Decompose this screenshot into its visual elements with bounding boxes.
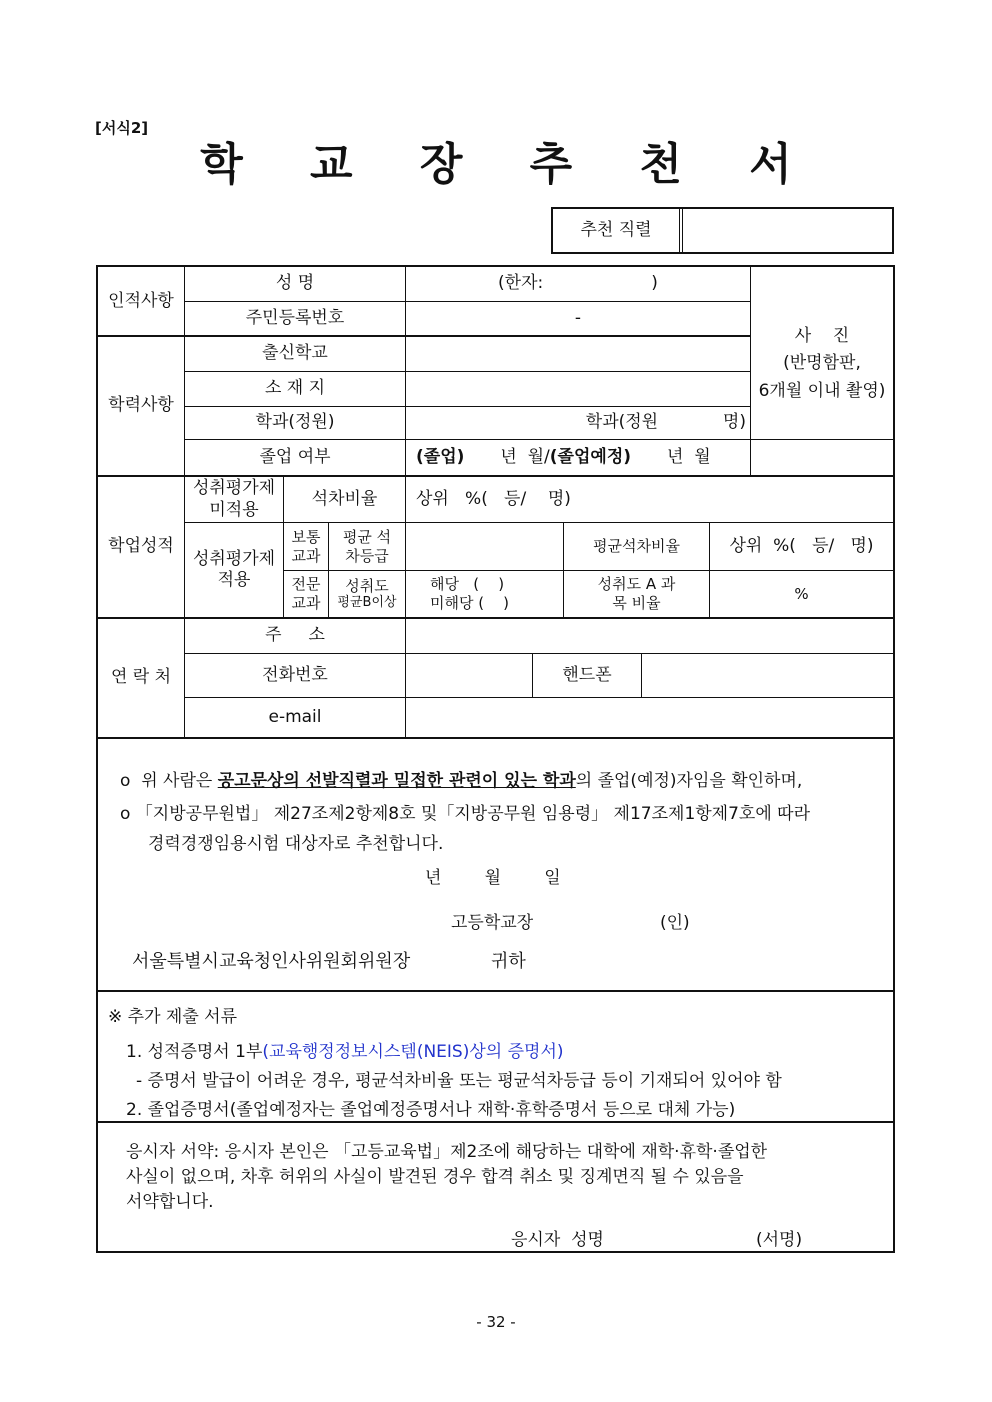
school-field[interactable] (406, 337, 750, 371)
statement-prefix: o 위 사람은 (120, 771, 218, 791)
statement-emphasis: 공고문상의 선발직렬과 밀접한 관련이 있는 학과 (217, 771, 576, 791)
avg-rank-ratio-label: 평균석차비율 (593, 537, 680, 556)
mobile-field[interactable] (642, 654, 893, 697)
statement-line-2: o 「지방공무원법」 제27조제2항제8호 및「지방공무원 임용령」 제17조제1항제7호에 따라 (120, 804, 811, 824)
graduation-field[interactable] (406, 440, 750, 475)
phone-label: 전화번호 (262, 664, 328, 685)
general-subject-label: 보통 교과 (291, 527, 321, 565)
phone-field[interactable] (406, 654, 532, 697)
email-field[interactable] (406, 698, 893, 737)
pledge-line-3: 서약합니다. (126, 1192, 214, 1212)
principal-label: 고등학교장 (451, 913, 534, 933)
doc-item-1-note: (교육행정정보시스템(NEIS)상의 증명서) (262, 1042, 564, 1062)
main-form-table (96, 265, 895, 1253)
education-section-label: 학력사항 (108, 395, 174, 416)
email-label: e-mail (268, 706, 322, 727)
doc-item-2: 2. 졸업증명서(졸업예정자는 졸업예정증명서나 재학·휴학증명서 등으로 대체 가능) (126, 1100, 736, 1120)
additional-docs-title: ※ 추가 제출 서류 (108, 1007, 237, 1027)
statement-suffix: 의 졸업(예정)자임을 확인하며, (575, 771, 803, 791)
doc-item-1-sub: - 증명서 발급이 어려운 경우, 평균석차비율 또는 평균석차등급 등이 기재되어 있어야 함 (136, 1071, 782, 1091)
expected-date: 년 월 (667, 446, 711, 467)
recommended-position-field[interactable] (683, 209, 892, 252)
addressee-honorific: 귀하 (491, 951, 526, 972)
photo-label: 사 진 (794, 326, 850, 347)
document-title: 학 교 장 추 천 서 (200, 139, 818, 190)
avg-rank-grade-field[interactable] (406, 523, 563, 570)
doc-item-1-label: 1. 성적증명서 1부 (126, 1042, 263, 1062)
hanja-name-field[interactable]: (한자: ) (498, 273, 658, 294)
photo-size-note: (반명함판, (783, 353, 861, 374)
name-label: 성 명 (275, 273, 315, 294)
graduated-option: (졸업) (416, 446, 465, 467)
achievement-title: 성취도 (345, 576, 389, 595)
statement-line-1 (120, 766, 802, 791)
department-label: 학과(정원) (255, 412, 335, 433)
rank-ratio-field[interactable]: 상위 %( 등/ 명) (416, 488, 571, 509)
rrn-label: 주민등록번호 (245, 307, 345, 328)
personal-section-label: 인적사항 (108, 290, 174, 311)
expected-option: (졸업예정) (549, 446, 632, 467)
applicant-signature[interactable]: (서명) (756, 1230, 803, 1250)
rank-ratio-label: 석차비율 (311, 488, 378, 509)
graduation-label: 졸업 여부 (259, 446, 331, 467)
recommend-date[interactable]: 년 월 일 (425, 868, 561, 888)
avg-rank-grade-label: 평균 석차등급 (342, 527, 392, 565)
special-subject-label: 전문 교과 (291, 575, 321, 612)
applicable-field[interactable] (406, 571, 563, 617)
doc-item-1 (126, 1037, 564, 1062)
location-label: 소 재 지 (264, 378, 326, 399)
recommended-position-label: 추천 직렬 (580, 219, 652, 240)
addressee: 서울특별시교육청인사위원회위원장 (132, 951, 411, 972)
principal-seal[interactable]: (인) (660, 913, 690, 933)
photo-area[interactable] (751, 267, 893, 439)
school-label: 출신학교 (262, 343, 328, 364)
department-field[interactable]: 학과(정원 명) (585, 412, 746, 433)
page-number: - 32 - (476, 1313, 516, 1331)
address-field[interactable] (406, 619, 893, 653)
rrn-field[interactable]: - (574, 307, 582, 328)
graduated-date: 년 월/ (500, 446, 550, 467)
grades-section-label: 학업성적 (108, 536, 174, 557)
contact-section-label: 연 락 처 (110, 667, 172, 688)
form-number: [서식2] (95, 119, 149, 137)
statement-line-3: 경력경쟁임용시험 대상자로 추천합니다. (148, 834, 444, 854)
applied-label: 성취평가제 적용 (192, 548, 276, 590)
recommended-position-box (551, 207, 894, 254)
a-ratio-field[interactable]: % (794, 584, 809, 603)
address-label: 주 소 (265, 625, 325, 646)
applicant-name-label: 응시자 성명 (511, 1230, 604, 1250)
mobile-label: 핸드폰 (562, 664, 612, 685)
pledge-line-1: 응시자 서약: 응시자 본인은 「고등교육법」제2조에 해당하는 대학에 재학·휴학·졸업한 (126, 1142, 768, 1162)
achievement-label (329, 571, 405, 617)
non-applied-label: 성취평가제 미적용 (192, 478, 276, 520)
avg-rank-ratio-field[interactable]: 상위 %( 등/ 명) (729, 535, 874, 556)
pledge-line-2: 사실이 없으며, 차후 허위의 사실이 발견된 경우 합격 취소 및 징계면직 될 수 있음을 (126, 1167, 744, 1187)
a-ratio-label: 성취도 A 과목 비율 (597, 575, 676, 612)
not-applicable-option: 미해당 ( ) (430, 594, 510, 612)
location-field[interactable] (406, 372, 750, 406)
photo-date-note: 6개월 이내 촬영) (758, 380, 886, 401)
applicable-option: 해당 ( ) (430, 575, 505, 594)
achievement-sub: 평균B이상 (337, 595, 397, 611)
